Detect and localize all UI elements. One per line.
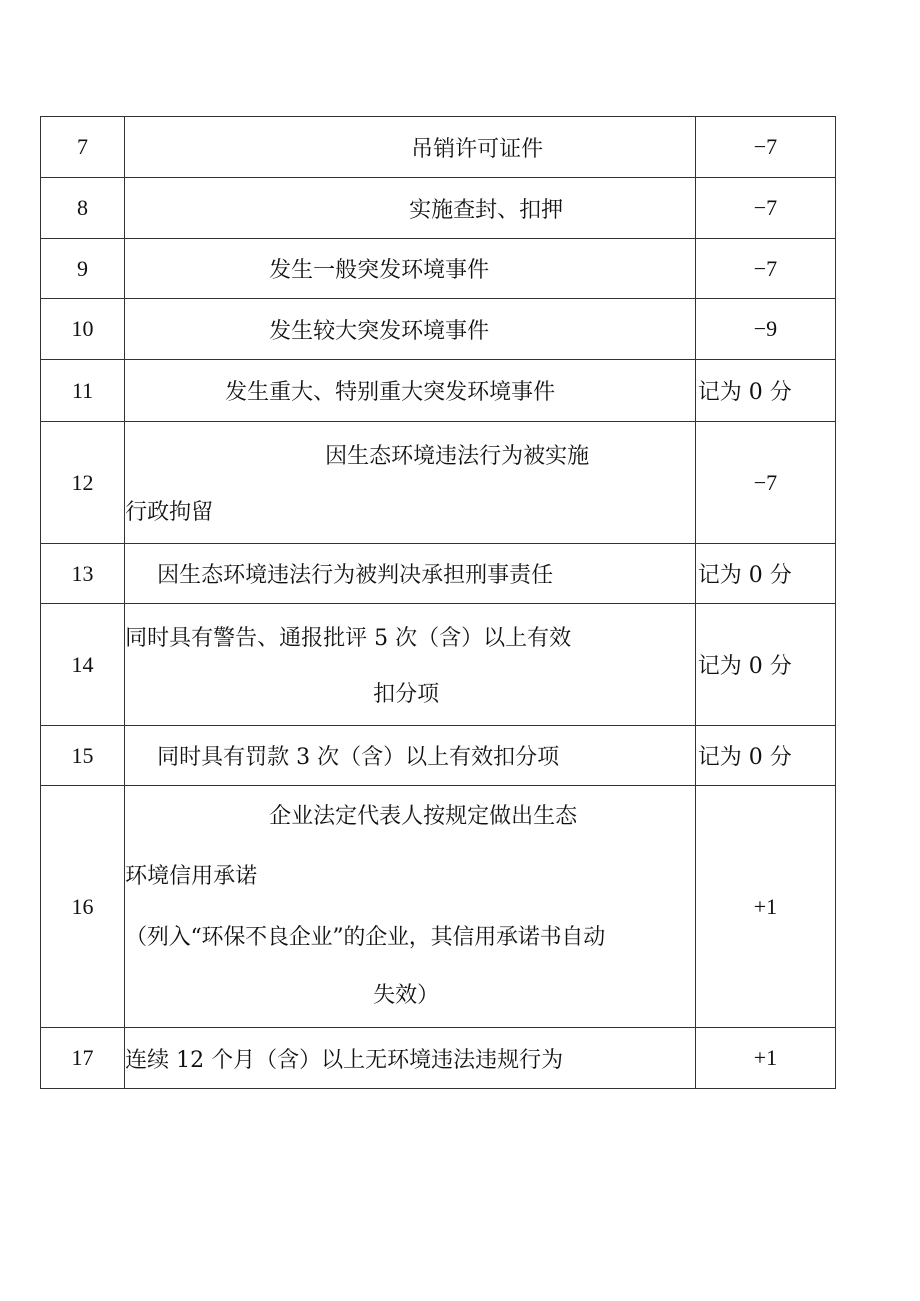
row-item	[125, 422, 696, 544]
row-number: 13	[41, 544, 125, 604]
row-number: 17	[41, 1028, 125, 1089]
table-row	[41, 604, 836, 726]
table-row	[41, 544, 836, 604]
row-item	[125, 1028, 696, 1089]
row-score: 记为 0 分	[695, 360, 835, 422]
item-line: 实施查封、扣押	[409, 197, 564, 223]
item-line: 发生重大、特别重大突发环境事件	[225, 380, 556, 405]
row-number: 10	[41, 299, 125, 360]
item-line: 因生态环境违法行为被判决承担刑事责任	[157, 563, 554, 588]
row-item	[125, 544, 696, 604]
item-line: 同时具有罚款 3 次（含）以上有效扣分项	[157, 745, 560, 770]
item-line: 发生一般突发环境事件	[269, 258, 490, 283]
row-number: 9	[41, 239, 125, 299]
row-score: −7	[695, 239, 835, 299]
row-item	[125, 239, 696, 299]
row-item	[125, 726, 696, 786]
row-number: 15	[41, 726, 125, 786]
row-item	[125, 299, 696, 360]
table-row	[41, 726, 836, 786]
row-score: −7	[695, 117, 835, 178]
row-number: 12	[41, 422, 125, 544]
item-line: 发生较大突发环境事件	[269, 318, 490, 344]
item-line: 同时具有警告、通报批评 5 次（含）以上有效	[125, 625, 572, 651]
row-score: −7	[695, 178, 835, 239]
table-row	[41, 786, 836, 1028]
row-number: 11	[41, 360, 125, 422]
row-number: 8	[41, 178, 125, 239]
item-line: 因生态环境违法行为被实施	[325, 443, 590, 469]
row-score: 记为 0 分	[695, 544, 835, 604]
item-line: 环境信用承诺	[125, 863, 258, 889]
credit-score-table	[40, 116, 836, 1089]
row-item	[125, 178, 696, 239]
item-line: 吊销许可证件	[411, 136, 544, 162]
item-line: 连续 12 个月（含）以上无环境违法违规行为	[125, 1047, 564, 1073]
row-score: −9	[695, 299, 835, 360]
item-line: 企业法定代表人按规定做出生态	[269, 803, 578, 829]
row-number: 16	[41, 786, 125, 1028]
row-score: −7	[695, 422, 835, 544]
item-line: 失效）	[373, 982, 440, 1008]
row-item	[125, 604, 696, 726]
row-item	[125, 786, 696, 1028]
item-line: 扣分项	[373, 681, 440, 707]
row-number: 14	[41, 604, 125, 726]
row-item	[125, 117, 696, 178]
row-number: 7	[41, 117, 125, 178]
row-score: 记为 0 分	[695, 604, 835, 726]
table-row	[41, 178, 836, 239]
row-score: +1	[695, 1028, 835, 1089]
table-row	[41, 239, 836, 299]
table-row	[41, 117, 836, 178]
item-line: （列入“环保不良企业”的企业，其信用承诺书自动	[125, 924, 605, 950]
table-row	[41, 422, 836, 544]
table-row	[41, 360, 836, 422]
row-item	[125, 360, 696, 422]
row-score: 记为 0 分	[695, 726, 835, 786]
table-row	[41, 1028, 836, 1089]
item-line: 行政拘留	[125, 499, 214, 525]
row-score: +1	[695, 786, 835, 1028]
table-row	[41, 299, 836, 360]
